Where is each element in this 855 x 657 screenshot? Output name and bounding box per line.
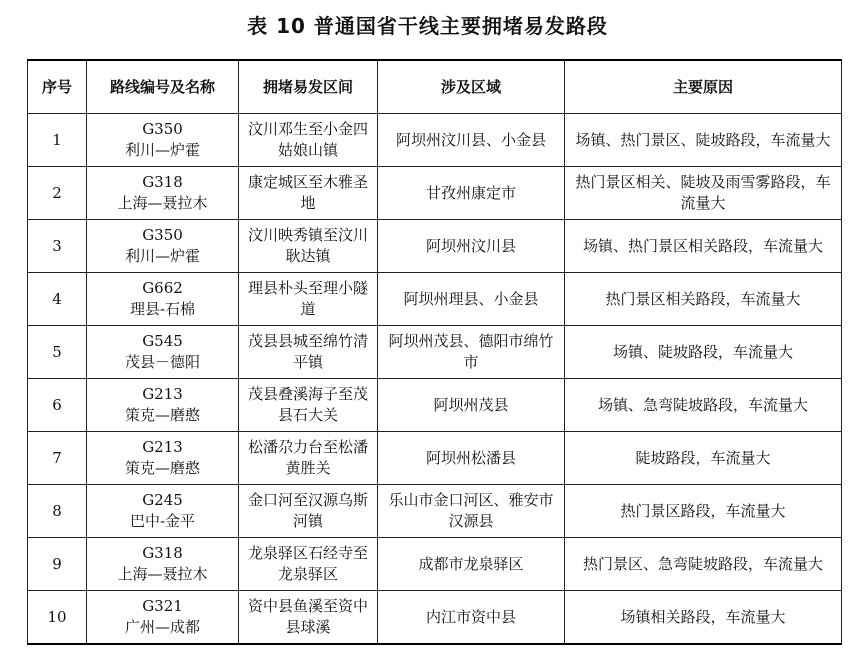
header-section: 拥堵易发区间 (239, 60, 378, 114)
route-code: G318 (142, 173, 183, 191)
route-name: 广州—成都 (124, 618, 200, 636)
cell-area: 成都市龙泉驿区 (378, 538, 565, 591)
header-no: 序号 (28, 60, 87, 114)
route-code: G350 (142, 226, 183, 244)
cell-route (87, 273, 239, 326)
cell-route (87, 167, 239, 220)
cell-no: 9 (28, 538, 87, 591)
header-reason: 主要原因 (565, 60, 842, 114)
route-name: 利川—炉霍 (124, 247, 200, 265)
route-code: G213 (142, 438, 183, 456)
cell-reason: 热门景区、急弯陡坡路段，车流量大 (565, 538, 842, 591)
cell-reason: 场镇相关路段，车流量大 (565, 591, 842, 645)
route-code: G662 (142, 279, 183, 297)
cell-section: 资中县鱼溪至资中县球溪 (239, 591, 378, 645)
cell-section: 汶川邓生至小金四姑娘山镇 (239, 114, 378, 167)
table-row (28, 167, 842, 220)
cell-route (87, 379, 239, 432)
table-row (28, 114, 842, 167)
route-name: 理县-石棉 (129, 300, 196, 318)
route-name: 策克—磨憨 (124, 406, 200, 424)
cell-route (87, 114, 239, 167)
cell-no: 4 (28, 273, 87, 326)
cell-route (87, 485, 239, 538)
cell-area: 阿坝州理县、小金县 (378, 273, 565, 326)
table-body (28, 114, 842, 645)
cell-area: 阿坝州松潘县 (378, 432, 565, 485)
cell-area: 乐山市金口河区、雅安市汉源县 (378, 485, 565, 538)
cell-section: 松潘尕力台至松潘黄胜关 (239, 432, 378, 485)
cell-area: 阿坝州汶川县、小金县 (378, 114, 565, 167)
cell-route (87, 591, 239, 645)
route-name: 茂县－德阳 (124, 353, 200, 371)
route-name: 利川—炉霍 (124, 141, 200, 159)
cell-area: 阿坝州茂县、德阳市绵竹市 (378, 326, 565, 379)
congestion-table (27, 59, 842, 645)
route-name: 上海—聂拉木 (117, 194, 208, 212)
cell-section: 汶川映秀镇至汶川耿达镇 (239, 220, 378, 273)
cell-reason: 陡坡路段，车流量大 (565, 432, 842, 485)
route-name: 策克—磨憨 (124, 459, 200, 477)
cell-section: 茂县县城至绵竹清平镇 (239, 326, 378, 379)
cell-section: 理县朴头至理小隧道 (239, 273, 378, 326)
cell-area: 阿坝州茂县 (378, 379, 565, 432)
cell-no: 8 (28, 485, 87, 538)
cell-area: 内江市资中县 (378, 591, 565, 645)
route-code: G213 (142, 385, 183, 403)
cell-route (87, 538, 239, 591)
route-code: G321 (142, 597, 183, 615)
cell-reason: 热门景区相关、陡坡及雨雪雾路段，车流量大 (565, 167, 842, 220)
table-row (28, 379, 842, 432)
route-name: 上海—聂拉木 (117, 565, 208, 583)
cell-section: 茂县叠溪海子至茂县石大关 (239, 379, 378, 432)
cell-reason: 场镇、陡坡路段，车流量大 (565, 326, 842, 379)
table-row (28, 538, 842, 591)
table-title: 表 10 普通国省干线主要拥堵易发路段 (247, 14, 608, 38)
route-code: G245 (142, 491, 183, 509)
cell-section: 金口河至汉源乌斯河镇 (239, 485, 378, 538)
cell-area: 阿坝州汶川县 (378, 220, 565, 273)
cell-route (87, 432, 239, 485)
cell-no: 3 (28, 220, 87, 273)
table-row (28, 485, 842, 538)
table-header-row (28, 60, 842, 114)
route-code: G545 (142, 332, 183, 350)
cell-no: 1 (28, 114, 87, 167)
cell-reason: 场镇、急弯陡坡路段，车流量大 (565, 379, 842, 432)
cell-reason: 场镇、热门景区相关路段，车流量大 (565, 220, 842, 273)
table-row (28, 591, 842, 645)
cell-area: 甘孜州康定市 (378, 167, 565, 220)
cell-no: 6 (28, 379, 87, 432)
cell-route (87, 326, 239, 379)
cell-no: 2 (28, 167, 87, 220)
route-code: G350 (142, 120, 183, 138)
cell-no: 5 (28, 326, 87, 379)
cell-section: 康定城区至木雅圣地 (239, 167, 378, 220)
cell-reason: 热门景区相关路段，车流量大 (565, 273, 842, 326)
table-row (28, 432, 842, 485)
cell-route (87, 220, 239, 273)
table-row (28, 220, 842, 273)
table-row (28, 273, 842, 326)
cell-no: 10 (28, 591, 87, 645)
cell-section: 龙泉驿区石经寺至龙泉驿区 (239, 538, 378, 591)
cell-reason: 热门景区路段，车流量大 (565, 485, 842, 538)
header-area: 涉及区域 (378, 60, 565, 114)
cell-no: 7 (28, 432, 87, 485)
cell-reason: 场镇、热门景区、陡坡路段，车流量大 (565, 114, 842, 167)
route-code: G318 (142, 544, 183, 562)
route-name: 巴中-金平 (129, 512, 196, 530)
header-route: 路线编号及名称 (87, 60, 239, 114)
table-row (28, 326, 842, 379)
